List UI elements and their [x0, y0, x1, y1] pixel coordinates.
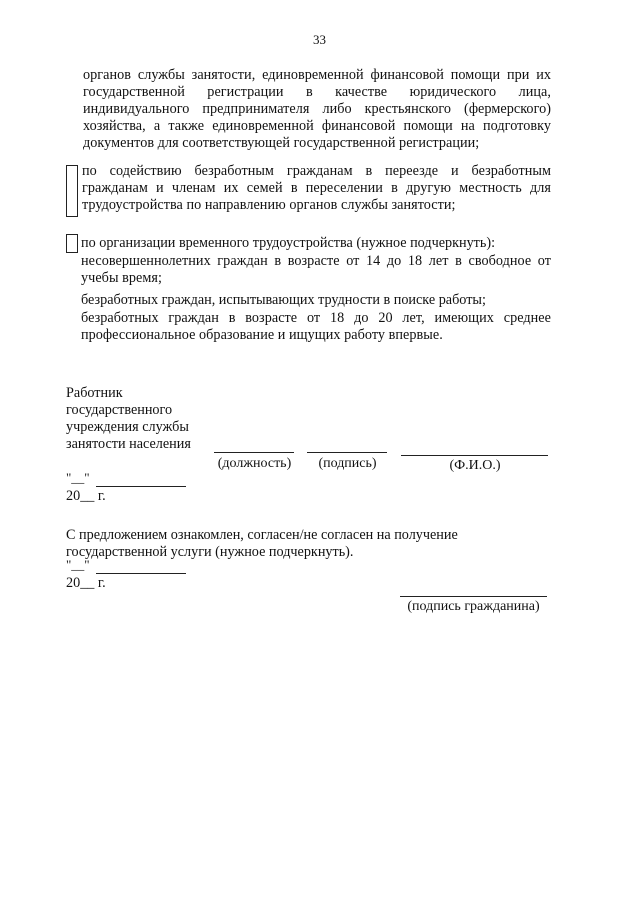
- temp-item-young-graduates: безработных граждан в возрасте от 18 до 20 лет, имеющих среднее профессиональное образование и ищущих работу впервые.: [81, 310, 551, 343]
- consent-line2: государственной услуги (нужное подчеркнуть).: [66, 544, 354, 560]
- citizen-date-quote: "__": [66, 557, 90, 572]
- signature-line[interactable]: [307, 452, 387, 453]
- temp-item-job-search-difficulty: безработных граждан, испытывающих трудности в поиске работы;: [81, 292, 486, 308]
- paragraph-relocation: по содействию безработным гражданам в переезде и безработным гражданам и членам их семей в переселении в другую местность для трудоустройства по направлению органов службы занятости;: [82, 163, 551, 213]
- position-label: (должность): [217, 456, 292, 471]
- citizen-date-year: 20__ г.: [66, 575, 106, 591]
- consent-line1: С предложением ознакомлен, согласен/не согласен на получение: [66, 527, 458, 543]
- worker-title-line3: учреждения службы: [66, 419, 189, 435]
- worker-title-line4: занятости населения: [66, 436, 191, 452]
- paragraph-employment-services: органов службы занятости, единовременной финансовой помощи при их государственной регистрации в качестве юридического лица, индивидуального предпринимателя либо крестьянского (фермерского) хозяйства, а также единовременной финансовой помощи на подготовку документов для соответствующей государственной регистрации;: [83, 67, 551, 151]
- checkbox-temporary-employment[interactable]: [66, 234, 78, 253]
- worker-title-line2: государственного: [66, 402, 173, 418]
- worker-date-quote: "__": [66, 470, 90, 485]
- checkbox-relocation[interactable]: [66, 165, 78, 217]
- citizen-date-month-line[interactable]: [96, 573, 186, 574]
- position-line[interactable]: [214, 452, 294, 453]
- temporary-employment-heading: по организации временного трудоустройства (нужное подчеркнуть):: [81, 235, 496, 251]
- signature-label: (подпись): [318, 456, 377, 471]
- citizen-signature-label: (подпись гражданина): [407, 599, 540, 614]
- fio-line[interactable]: [401, 455, 548, 456]
- worker-date-month-line[interactable]: [96, 486, 186, 487]
- page-number: 33: [313, 32, 326, 47]
- worker-title-line1: Работник: [66, 385, 123, 401]
- citizen-signature-line[interactable]: [400, 596, 547, 597]
- worker-date-year: 20__ г.: [66, 488, 106, 504]
- worker-title: [66, 385, 191, 453]
- temp-item-minors: несовершеннолетних граждан в возрасте от 14 до 18 лет в свободное от учебы время;: [81, 253, 551, 286]
- fio-label: (Ф.И.О.): [449, 458, 501, 473]
